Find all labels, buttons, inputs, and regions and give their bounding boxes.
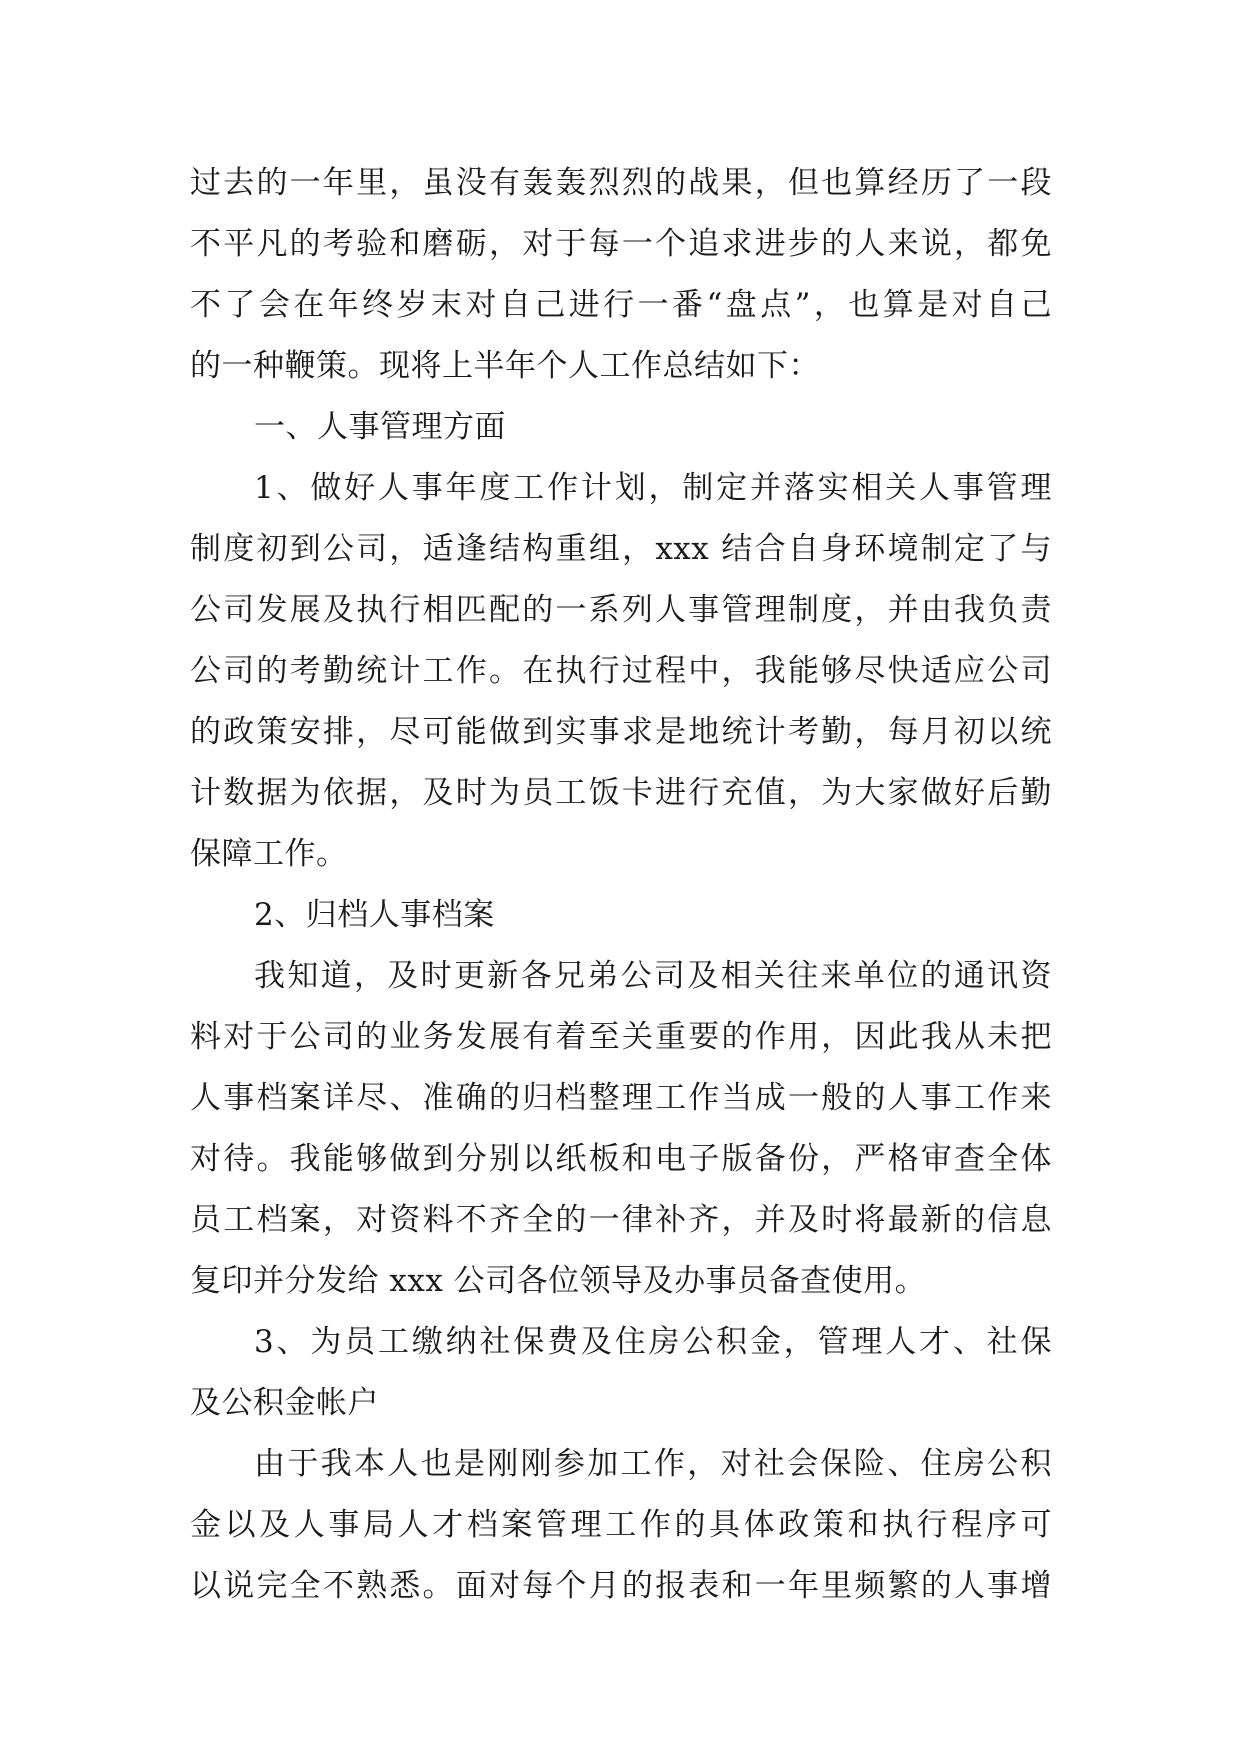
text-line: 料对于公司的业务发展有着至关重要的作用，因此我从未把 (190, 1019, 1052, 1055)
text-line: 一、人事管理方面 (254, 409, 506, 445)
text-line: 公司发展及执行相匹配的一系列人事管理制度，并由我负责 (190, 592, 1052, 628)
text-line: 制度初到公司，适逢结构重组，xxx 结合自身环境制定了与 (190, 531, 1052, 567)
text-line: 不了会在年终岁末对自己进行一番“盘点”，也算是对自己 (190, 287, 1052, 323)
text-line: 的政策安排，尽可能做到实事求是地统计考勤，每月初以统 (190, 714, 1052, 750)
text-line: 公司的考勤统计工作。在执行过程中，我能够尽快适应公司 (190, 653, 1052, 689)
text-line: 以说完全不熟悉。面对每个月的报表和一年里频繁的人事增 (190, 1568, 1052, 1604)
text-line: 复印并分发给 xxx 公司各位领导及办事员备查使用。 (190, 1263, 927, 1299)
document-body (190, 153, 1052, 1617)
text-line: 过去的一年里，虽没有轰轰烈烈的战果，但也算经历了一段 (190, 165, 1052, 201)
text-line: 我知道，及时更新各兄弟公司及相关往来单位的通讯资 (254, 958, 1052, 994)
text-line: 保障工作。 (190, 836, 348, 872)
text-line: 金以及人事局人才档案管理工作的具体政策和执行程序可 (190, 1507, 1052, 1543)
text-line: 1、做好人事年度工作计划，制定并落实相关人事管理 (254, 470, 1052, 506)
text-line: 3、为员工缴纳社保费及住房公积金，管理人才、社保 (254, 1324, 1052, 1360)
text-line: 由于我本人也是刚刚参加工作，对社会保险、住房公积 (254, 1446, 1052, 1482)
text-line: 2、归档人事档案 (254, 897, 495, 933)
text-line: 的一种鞭策。现将上半年个人工作总结如下： (190, 348, 820, 384)
text-line: 及公积金帐户 (190, 1385, 379, 1421)
text-line: 计数据为依据，及时为员工饭卡进行充值，为大家做好后勤 (190, 775, 1052, 811)
text-line: 不平凡的考验和磨砺，对于每一个追求进步的人来说，都免 (190, 226, 1052, 262)
text-line: 人事档案详尽、准确的归档整理工作当成一般的人事工作来 (190, 1080, 1052, 1116)
text-line: 员工档案，对资料不齐全的一律补齐，并及时将最新的信息 (190, 1202, 1052, 1238)
text-line: 对待。我能够做到分别以纸板和电子版备份，严格审查全体 (190, 1141, 1052, 1177)
